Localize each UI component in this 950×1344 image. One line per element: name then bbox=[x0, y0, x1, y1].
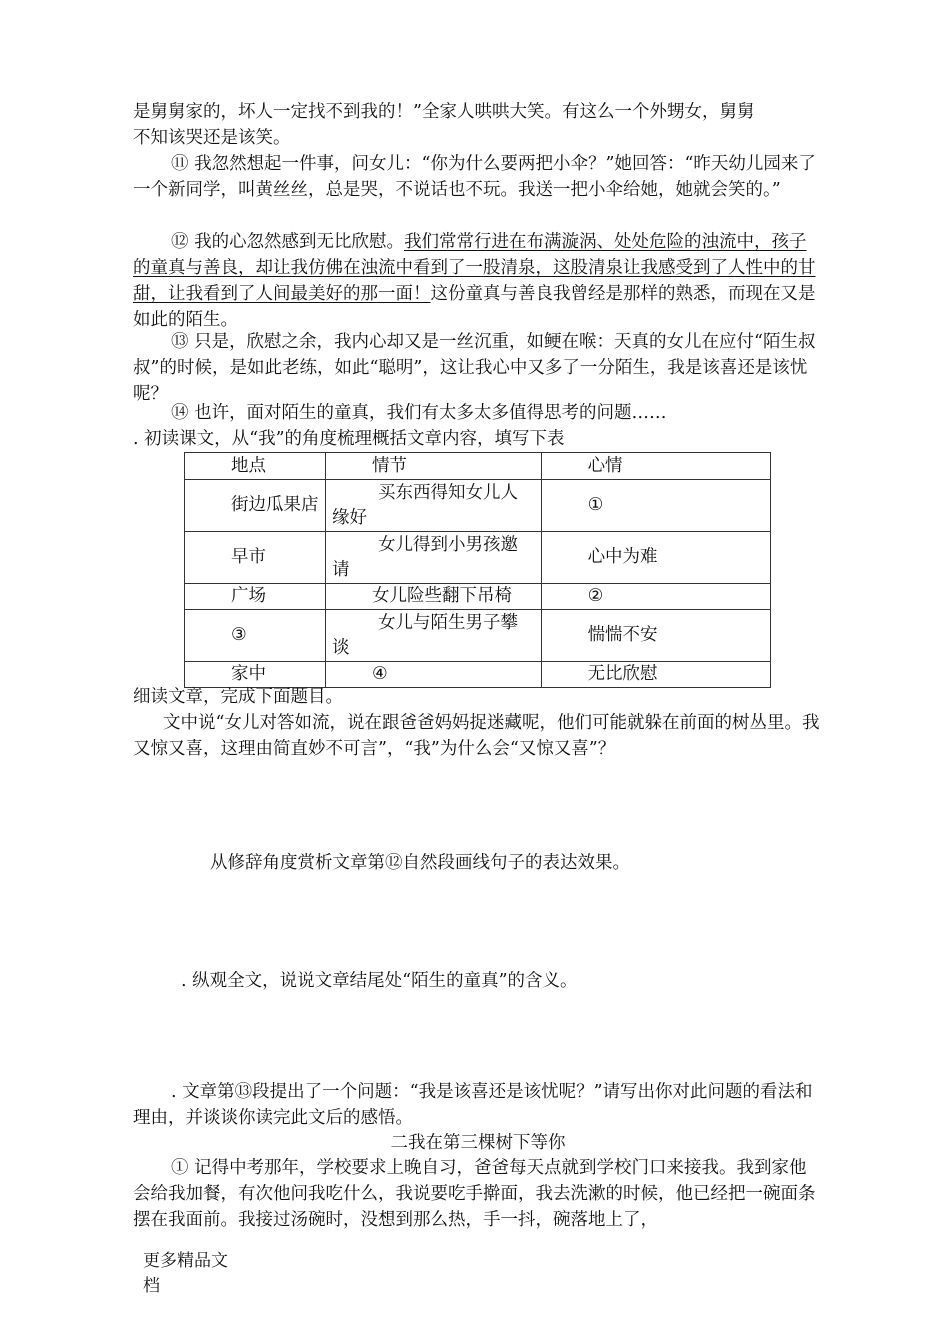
text-line: 是舅舅家的，坏人一定找不到我的！”全家人哄哄大笑。有这么一个外甥女，舅舅 bbox=[133, 102, 755, 122]
paragraph-11: ⑪ 我忽然想起一件事，问女儿：“你为什么要两把小伞？”她回答：“昨天幼儿园来了一个新同学，叫黄丝丝，总是哭，不说话也不玩。我送一把小伞给她，她就会笑的。” bbox=[133, 154, 816, 200]
cell-plot: ④ bbox=[325, 662, 541, 688]
footer-line: 档 bbox=[143, 1276, 160, 1296]
paragraph-12-end: 这份童真与善良我曾经是那样的熟悉，而现在又是如此的陌生。 bbox=[133, 284, 816, 330]
header-mood: 心情 bbox=[541, 453, 770, 480]
cell-plot: 女儿与陌生男子攀谈 bbox=[325, 610, 541, 662]
cell-place: ③ bbox=[185, 610, 326, 662]
header-place: 地点 bbox=[185, 453, 326, 480]
question-2-intro: 细读文章，完成下面题目。 bbox=[133, 687, 343, 707]
cell-mood: ① bbox=[541, 480, 770, 532]
section-title: 二我在第三棵树下等你 bbox=[390, 1133, 566, 1153]
table-row bbox=[185, 532, 771, 584]
cell-mood: 心中为难 bbox=[541, 532, 770, 584]
question-3: 从修辞角度赏析文章第⑫自然段画线句子的表达效果。 bbox=[210, 853, 630, 873]
question-4: . 纵观全文，说说文章结尾处“陌生的童真”的含义。 bbox=[181, 971, 578, 991]
footer-line: 更多精品文 bbox=[143, 1251, 228, 1271]
text-line: 不知该哭还是该笑。 bbox=[133, 128, 291, 148]
cell-place: 广场 bbox=[185, 584, 326, 610]
header-plot: 情节 bbox=[325, 453, 541, 480]
question-5: . 文章第⑬段提出了一个问题：“我是该喜还是该忧呢？”请写出你对此问题的看法和理由，并谈谈你读完此文后的感悟。 bbox=[133, 1082, 813, 1128]
question-2: 文中说“女儿对答如流，说在跟爸爸妈妈捉迷藏呢，他们可能就躲在前面的树丛里。我又惊又喜，这理由简直妙不可言”，“我”为什么会“又惊又喜”？ bbox=[133, 713, 820, 759]
cell-mood: ② bbox=[541, 584, 770, 610]
cell-place: 街边瓜果店 bbox=[185, 480, 326, 532]
footer-note bbox=[143, 1249, 243, 1299]
cell-mood: 无比欣慰 bbox=[541, 662, 770, 688]
cell-mood: 惴惴不安 bbox=[541, 610, 770, 662]
cell-place: 早市 bbox=[185, 532, 326, 584]
table-row bbox=[185, 610, 771, 662]
table-header-row bbox=[185, 453, 771, 480]
paragraph-14: ⑭ 也许，面对陌生的童真，我们有太多太多值得思考的问题…… bbox=[171, 403, 667, 423]
section-paragraph-1: ① 记得中考那年，学校要求上晚自习，爸爸每天点就到学校门口来接我。我到家他会给我加餐，有次他问我吃什么，我说要吃手擀面，我去洗漱的时候，他已经把一碗面条摆在我面前。我接过汤碗时，没想到那么热，手一抖，碗落地上了， bbox=[133, 1158, 816, 1230]
cell-place: 家中 bbox=[185, 662, 326, 688]
table-row bbox=[185, 480, 771, 532]
paragraph-13: ⑬ 只是，欣慰之余，我内心却又是一丝沉重，如鲠在喉：天真的女儿在应付“陌生叔叔”的时候，是如此老练，如此“聪明”，这让我心中又多了一分陌生，我是该喜还是该忧呢？ bbox=[133, 332, 816, 404]
paragraph-12 bbox=[133, 229, 823, 333]
paragraph-12-start: ⑫ 我的心忽然感到无比欣慰。 bbox=[171, 232, 405, 252]
cell-plot: 女儿险些翻下吊椅 bbox=[325, 584, 541, 610]
paragraph-continuation bbox=[133, 99, 823, 151]
cell-plot: 买东西得知女儿人缘好 bbox=[325, 480, 541, 532]
underlined-sentence: 我们常常行进在布满漩涡、处处危险的浊流中，孩子的童真与善良，却让我仿佛在浊流中看到了一股清泉，这股清泉让我感受到了人性中的甘甜，让我看到了人间最美好的那一面！ bbox=[133, 232, 816, 304]
table-row bbox=[185, 584, 771, 610]
question-1: . 初读课文，从“我”的角度梳理概括文章内容，填写下表 bbox=[133, 429, 565, 449]
summary-table bbox=[184, 452, 771, 688]
cell-plot: 女儿得到小男孩邀请 bbox=[325, 532, 541, 584]
